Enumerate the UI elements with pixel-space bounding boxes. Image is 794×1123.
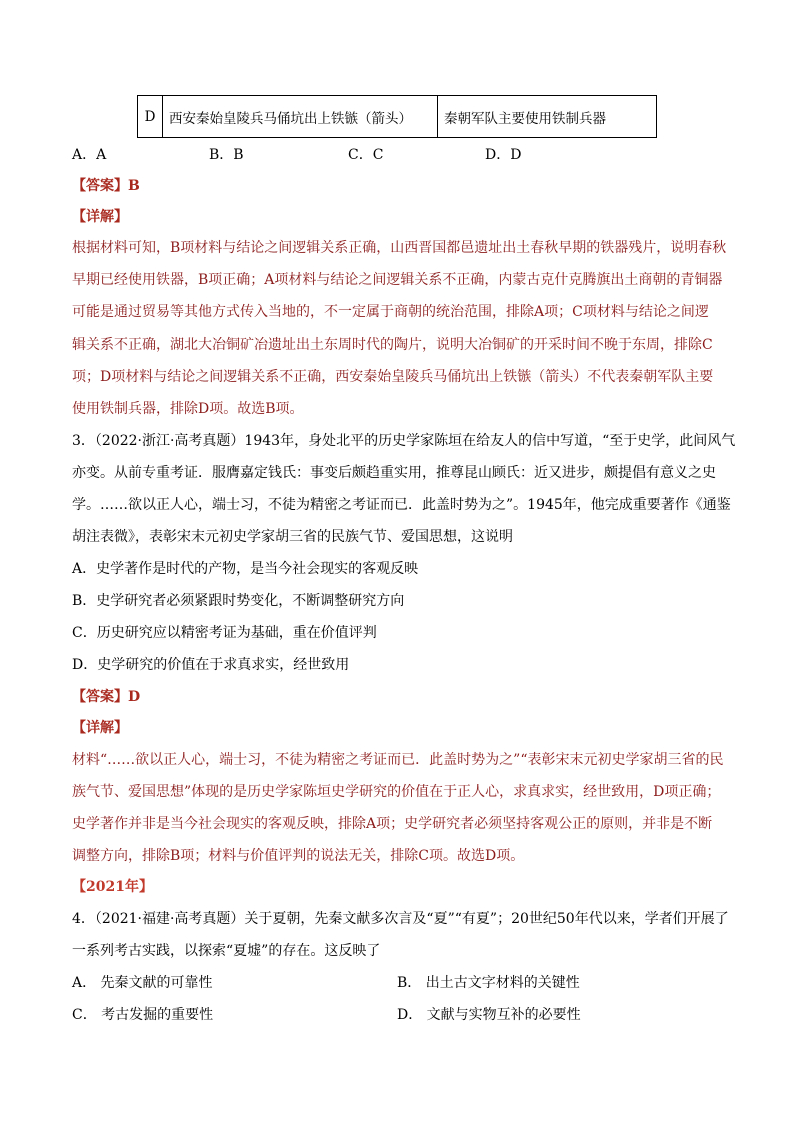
q3-explanation-line: 史学著作并非是当今社会现实的客观反映，排除A项；史学研究者必须坚持客观公正的原则，并非是不断 [72, 816, 713, 832]
q3-answer-label: 【答案】D [72, 689, 141, 705]
q2-option-d: D．D [485, 147, 522, 163]
q4-option-d: D． 文献与实物互补的必要性 [397, 1007, 581, 1023]
q2-option-c: C．C [348, 147, 384, 163]
q3-option-b: B．史学研究者必须紧跟时势变化，不断调整研究方向 [72, 593, 405, 609]
q4-option-b: B． 出土古文字材料的关键性 [397, 975, 580, 991]
q3-option-a: A．史学著作是时代的产物，是当今社会现实的客观反映 [72, 561, 419, 577]
q2-explanation-line: 项；D项材料与结论之间逻辑关系不正确，西安秦始皇陵兵马俑坑出上铁镞（箭头）不代表秦朝军队主要 [72, 369, 714, 385]
table-row-conclusion: 秦朝军队主要使用铁制兵器 [438, 96, 657, 138]
q3-stem-line: 学。……欲以正人心，端士习，不徒为精密之考证而已．此盖时势为之”。1945年，他完成重要著作《通鉴 [72, 497, 731, 513]
table-row-material: 西安秦始皇陵兵马俑坑出上铁镞（箭头） [163, 96, 438, 138]
q2-explanation-line: 使用铁制兵器，排除D项。故选B项。 [72, 401, 304, 417]
q3-detail-label: 【详解】 [72, 720, 128, 736]
table-row [138, 96, 657, 138]
q4-option-c: C． 考古发掘的重要性 [72, 1007, 214, 1023]
q2-option-a: A．A [72, 147, 107, 163]
q2-explanation-line: 辑关系不正确，湖北大冶铜矿冶遗址出土东周时代的陶片，说明大冶铜矿的开采时间不晚于东周，排除C [72, 337, 713, 353]
q2-explanation-line: 可能是通过贸易等其他方式传入当地的，不一定属于商朝的统治范围，排除A项；C项材料与结论之间逻 [72, 304, 709, 320]
year-heading: 【2021年】 [72, 879, 153, 895]
table-row-letter: D [138, 96, 163, 138]
q2-explanation-line: 根据材料可知，B项材料与结论之间逻辑关系正确，山西晋国都邑遗址出土春秋早期的铁器残片，说明春秋 [72, 240, 727, 256]
options-table [137, 95, 657, 138]
q3-explanation-line: 族气节、爱国思想”体现的是历史学家陈垣史学研究的价值在于正人心，求真求实，经世致用，D项正确； [72, 784, 721, 800]
q2-detail-label: 【详解】 [72, 209, 128, 225]
q3-explanation-line: 调整方向，排除B项；材料与价值评判的说法无关，排除C项。故选D项。 [72, 848, 525, 864]
q4-stem-line: 4．（2021·福建·高考真题）关于夏朝，先秦文献多次言及“夏”“有夏”；20世纪50年代以来，学者们开展了 [72, 911, 729, 927]
q2-explanation-line: 早期已经使用铁器，B项正确；A项材料与结论之间逻辑关系不正确，内蒙古克什克腾旗出土商朝的青铜器 [72, 272, 723, 288]
q3-stem-line: 3．（2022·浙江·高考真题）1943年，身处北平的历史学家陈垣在给友人的信中写道，“至于史学，此间风气 [72, 433, 736, 449]
q2-answer-label: 【答案】B [72, 178, 140, 194]
q3-stem-line: 亦变。从前专重考证．服膺嘉定钱氏：事变后颇趋重实用，推尊昆山顾氏：近又进步，颇提倡有意义之史 [72, 465, 716, 481]
q4-option-a: A． 先秦文献的可靠性 [72, 975, 213, 991]
q2-option-b: B．B [209, 147, 244, 163]
q3-option-d: D．史学研究的价值在于求真求实，经世致用 [72, 657, 350, 673]
q3-explanation-line: 材料“……欲以正人心，端士习，不徒为精密之考证而已．此盖时势为之”“表彰宋末元初史学家胡三省的民 [72, 752, 724, 768]
q4-stem-line: 一系列考古实践，以探索“夏墟”的存在。这反映了 [72, 943, 381, 959]
q3-stem-line: 胡注表微》，表彰宋末元初史学家胡三省的民族气节、爱国思想，这说明 [72, 529, 513, 545]
q3-option-c: C．历史研究应以精密考证为基础，重在价值评判 [72, 625, 377, 641]
